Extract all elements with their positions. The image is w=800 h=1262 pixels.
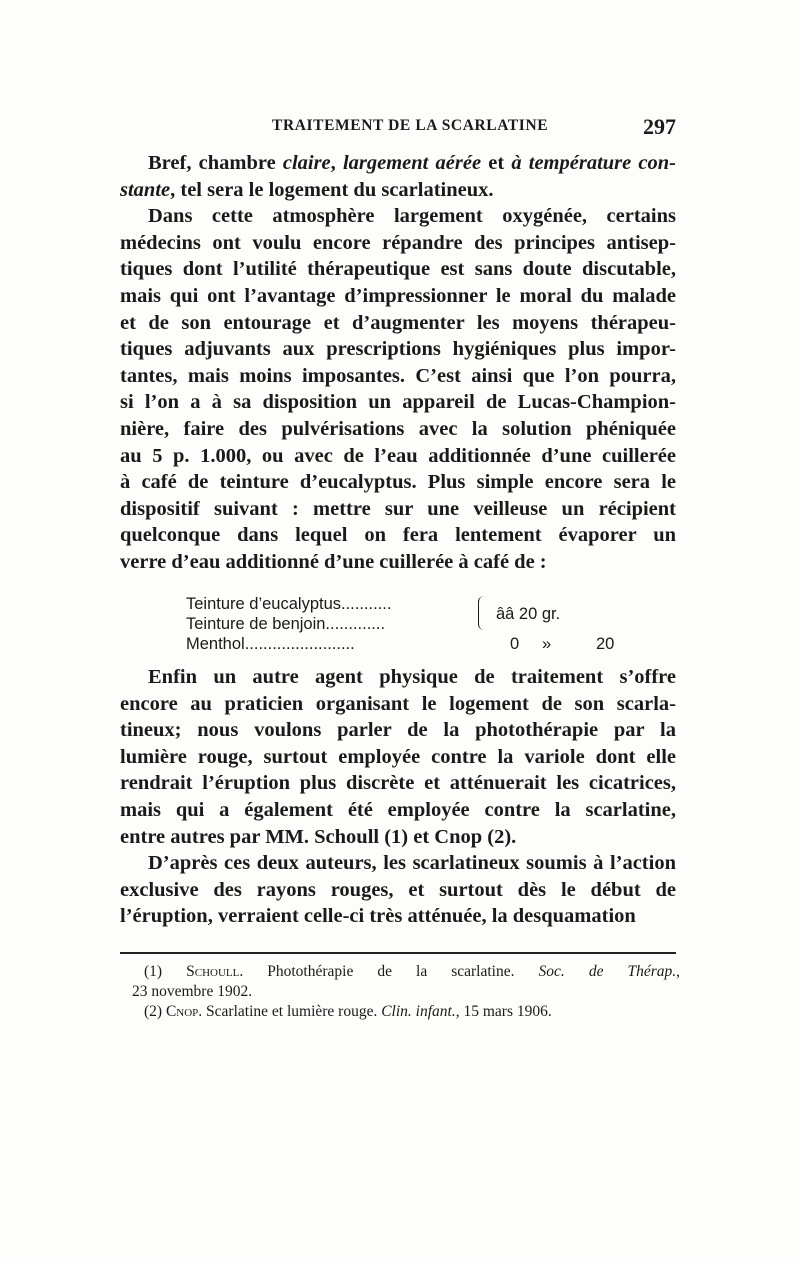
footnote-marker: (1) — [144, 963, 163, 980]
paragraph-1 — [120, 150, 676, 203]
text-segment: , — [330, 152, 343, 174]
text-line: entre autres par MM. Schoull (1) et Cnop (2). — [120, 825, 517, 848]
text-line: l’éruption, verraient celle-ci très atténuée, la desquamation — [120, 905, 636, 928]
footnotes — [132, 962, 680, 1022]
footnote-text: Photothérapie de la scarlatine. — [243, 963, 539, 980]
running-title: TRAITEMENT DE LA SCARLATINE — [272, 117, 549, 134]
italic-text: stante — [120, 178, 171, 201]
text-line: mais qui a également été employée contre la scarlatine, — [120, 798, 676, 821]
text-segment: et — [481, 152, 512, 174]
paragraph-2 — [120, 203, 676, 575]
footnote-author: Schoull. — [186, 963, 244, 980]
main-text-block-2 — [120, 664, 676, 930]
text-line: lumière rouge, surtout employée contre la variole dont elle — [120, 745, 676, 768]
footnote-rule — [120, 952, 676, 954]
text-line: et de son entourage et d’augmenter les moyens thérapeu- — [120, 311, 676, 334]
text-line: verre d’eau additionné d’une cuillerée à café de : — [120, 550, 547, 573]
footnote-source: Clin. infant. — [381, 1003, 456, 1020]
footnote-author: Cnop. — [165, 1003, 203, 1020]
text-line: à café de teinture d’eucalyptus. Plus simple encore sera le — [120, 471, 676, 494]
italic-text: à température con- — [511, 152, 676, 174]
ingredient-unit: » — [542, 635, 552, 653]
paragraph-3 — [120, 664, 676, 850]
paragraph-4 — [120, 850, 676, 930]
prescription-formula — [186, 594, 626, 654]
text-line: D’après ces deux auteurs, les scarlatineux soumis à l’action — [148, 852, 676, 875]
text-line: tiques adjuvants aux prescriptions hygiéniques plus impor- — [120, 338, 676, 361]
text-line: médecins ont voulu encore répandre des principes antisep- — [120, 231, 676, 254]
text-line: si l’on a à sa disposition un appareil de Lucas-Champion- — [120, 391, 676, 414]
footnote-1 — [132, 962, 680, 982]
text-line: dispositif suivant : mettre sur une veilleuse un récipient — [120, 497, 676, 520]
text-line: tineux; nous voulons parler de la photothérapie par la — [120, 719, 676, 742]
ingredient-amount: 20 — [596, 635, 615, 653]
shared-quantity: ââ 20 gr. — [496, 605, 561, 623]
footnote-1-continued — [132, 982, 680, 1002]
page-number: 297 — [643, 114, 676, 139]
footnote-marker: (2) — [144, 1003, 163, 1020]
text-segment: Bref, chambre — [148, 152, 283, 174]
text-line: Enfin un autre agent physique de traitement s’offre — [148, 666, 676, 688]
running-header — [120, 114, 676, 140]
text-line: exclusive des rayons rouges, et surtout dès le début de — [120, 878, 676, 901]
ingredient-name: Menthol........................ — [186, 635, 355, 653]
ingredient-name: Teinture d’eucalyptus........... — [186, 595, 392, 613]
footnote-source: Soc. de Thérap. — [538, 963, 677, 980]
footnote-punct: , 15 mars 1906. — [455, 1003, 552, 1020]
text-line: encore au praticien organisant le logement de son scarla- — [120, 692, 676, 715]
text-line: rendrait l’éruption plus discrète et atténuerait les cicatrices, — [120, 772, 676, 795]
text-line: mais qui ont l’avantage d’impressionner le moral du malade — [120, 284, 676, 307]
footnote-text: Scarlatine et lumière rouge. — [202, 1003, 382, 1020]
ingredient-name: Teinture de benjoin............. — [186, 615, 386, 633]
footnote-date: 23 novembre 1902. — [132, 983, 253, 1000]
text-line: au 5 p. 1.000, ou avec de l’eau additionnée d’une cuillerée — [120, 444, 676, 467]
italic-text: claire — [282, 152, 331, 174]
footnote-2 — [132, 1002, 680, 1022]
brace-icon — [478, 596, 487, 630]
text-line: tantes, mais moins imposantes. C’est ainsi que l’on pourra, — [120, 364, 676, 387]
text-line: tiques dont l’utilité thérapeutique est sans doute discutable, — [120, 258, 676, 281]
text-line — [120, 150, 676, 177]
text-line: Dans cette atmosphère largement oxygénée, certains — [148, 205, 676, 228]
recipe-row-menthol — [186, 634, 626, 654]
main-text-block — [120, 150, 676, 576]
text-line: nière, faire des pulvérisations avec la solution phéniquée — [120, 417, 676, 440]
footnote-punct: , — [676, 963, 681, 980]
ingredient-qty: 0 — [510, 635, 520, 653]
text-line — [120, 177, 676, 204]
text-segment: , tel sera le logement du scarlatineux. — [170, 178, 494, 201]
italic-text: largement aérée — [342, 152, 482, 174]
text-line: quelconque dans lequel on fera lentement évaporer un — [120, 524, 676, 547]
